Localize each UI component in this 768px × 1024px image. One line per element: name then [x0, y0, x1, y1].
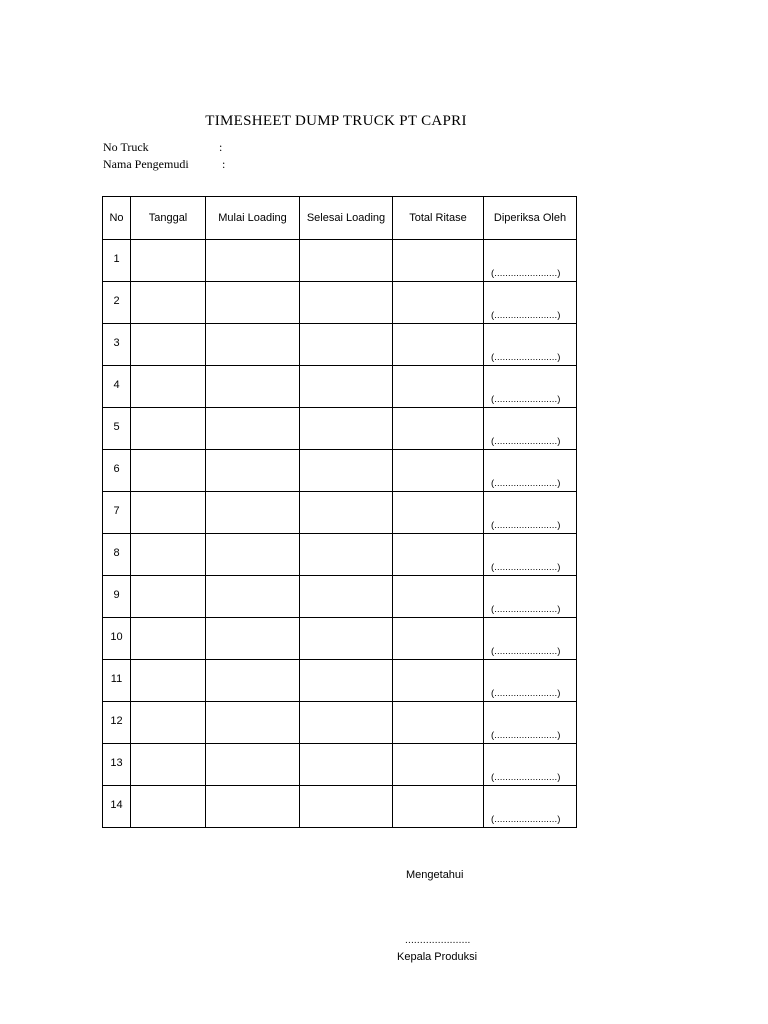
- checked-by-cell[interactable]: [484, 240, 577, 282]
- date-cell[interactable]: [131, 408, 206, 450]
- loading-start-cell[interactable]: [206, 786, 300, 828]
- row-number: 7: [113, 504, 120, 517]
- table-row: [103, 450, 577, 492]
- total-trips-cell[interactable]: [393, 282, 484, 324]
- production-head-label: Kepala Produksi: [397, 951, 478, 963]
- signature-placeholder: (.......................): [491, 436, 561, 447]
- checked-by-cell[interactable]: [484, 282, 577, 324]
- header-checked-by: Diperiksa Oleh: [484, 197, 577, 240]
- total-trips-cell[interactable]: [393, 618, 484, 660]
- row-number: 14: [110, 798, 123, 811]
- loading-end-cell[interactable]: [300, 324, 393, 366]
- total-trips-cell[interactable]: [393, 240, 484, 282]
- date-cell[interactable]: [131, 492, 206, 534]
- row-number-cell: [103, 366, 131, 408]
- header-loading-end: Selesai Loading: [300, 197, 393, 240]
- checked-by-cell[interactable]: [484, 450, 577, 492]
- signature-placeholder: (.......................): [491, 730, 561, 741]
- loading-end-cell[interactable]: [300, 576, 393, 618]
- loading-end-cell[interactable]: [300, 282, 393, 324]
- loading-start-cell[interactable]: [206, 702, 300, 744]
- loading-end-cell[interactable]: [300, 408, 393, 450]
- total-trips-cell[interactable]: [393, 660, 484, 702]
- date-cell[interactable]: [131, 702, 206, 744]
- loading-end-cell[interactable]: [300, 240, 393, 282]
- loading-start-cell[interactable]: [206, 744, 300, 786]
- total-trips-cell[interactable]: [393, 492, 484, 534]
- signature-line: ......................: [405, 935, 471, 946]
- checked-by-cell[interactable]: [484, 576, 577, 618]
- row-number-cell: [103, 576, 131, 618]
- total-trips-cell[interactable]: [393, 450, 484, 492]
- row-number-cell: [103, 282, 131, 324]
- table-row: [103, 534, 577, 576]
- driver-name-colon: :: [222, 157, 226, 171]
- table-row: [103, 408, 577, 450]
- loading-start-cell[interactable]: [206, 618, 300, 660]
- loading-end-cell[interactable]: [300, 450, 393, 492]
- total-trips-cell[interactable]: [393, 702, 484, 744]
- checked-by-cell[interactable]: [484, 492, 577, 534]
- loading-start-cell[interactable]: [206, 534, 300, 576]
- row-number: 1: [113, 252, 120, 265]
- total-trips-cell[interactable]: [393, 534, 484, 576]
- row-number-cell: [103, 240, 131, 282]
- loading-start-cell[interactable]: [206, 240, 300, 282]
- loading-end-cell[interactable]: [300, 702, 393, 744]
- row-number: 6: [113, 462, 120, 475]
- checked-by-cell[interactable]: [484, 702, 577, 744]
- checked-by-cell[interactable]: [484, 534, 577, 576]
- date-cell[interactable]: [131, 744, 206, 786]
- header-no: No: [103, 197, 131, 240]
- loading-start-cell[interactable]: [206, 324, 300, 366]
- total-trips-cell[interactable]: [393, 324, 484, 366]
- row-number-cell: [103, 408, 131, 450]
- date-cell[interactable]: [131, 450, 206, 492]
- row-number-cell: [103, 702, 131, 744]
- table-row: [103, 576, 577, 618]
- checked-by-cell[interactable]: [484, 408, 577, 450]
- table-header-row: [103, 197, 577, 240]
- truck-number-colon: :: [219, 140, 223, 154]
- table-row: [103, 660, 577, 702]
- loading-start-cell[interactable]: [206, 660, 300, 702]
- row-number: 5: [113, 420, 120, 433]
- truck-number-label: No Truck: [103, 140, 149, 154]
- date-cell[interactable]: [131, 282, 206, 324]
- signature-placeholder: (.......................): [491, 268, 561, 279]
- signature-placeholder: (.......................): [491, 352, 561, 363]
- signature-placeholder: (.......................): [491, 604, 561, 615]
- table-row: [103, 282, 577, 324]
- row-number-cell: [103, 618, 131, 660]
- row-number: 11: [110, 672, 123, 685]
- loading-start-cell[interactable]: [206, 450, 300, 492]
- checked-by-cell[interactable]: [484, 324, 577, 366]
- checked-by-cell[interactable]: [484, 660, 577, 702]
- row-number-cell: [103, 786, 131, 828]
- signature-placeholder: (.......................): [491, 310, 561, 321]
- row-number: 13: [110, 756, 123, 769]
- signature-placeholder: (.......................): [491, 814, 561, 825]
- date-cell[interactable]: [131, 618, 206, 660]
- header-loading-start: Mulai Loading: [206, 197, 300, 240]
- row-number: 9: [113, 588, 120, 601]
- table-row: [103, 744, 577, 786]
- table-row: [103, 324, 577, 366]
- row-number-cell: [103, 534, 131, 576]
- loading-start-cell[interactable]: [206, 492, 300, 534]
- acknowledged-label: Mengetahui: [406, 869, 464, 881]
- checked-by-cell[interactable]: [484, 744, 577, 786]
- row-number: 3: [113, 336, 120, 349]
- date-cell[interactable]: [131, 786, 206, 828]
- loading-end-cell[interactable]: [300, 660, 393, 702]
- total-trips-cell[interactable]: [393, 786, 484, 828]
- table-row: [103, 240, 577, 282]
- table-row: [103, 786, 577, 828]
- timesheet-table: [102, 196, 577, 828]
- checked-by-cell[interactable]: [484, 366, 577, 408]
- signature-placeholder: (.......................): [491, 688, 561, 699]
- loading-end-cell[interactable]: [300, 744, 393, 786]
- loading-end-cell[interactable]: [300, 534, 393, 576]
- row-number: 8: [113, 546, 120, 559]
- loading-end-cell[interactable]: [300, 786, 393, 828]
- table-row: [103, 702, 577, 744]
- loading-end-cell[interactable]: [300, 366, 393, 408]
- checked-by-cell[interactable]: [484, 618, 577, 660]
- signature-placeholder: (.......................): [491, 520, 561, 531]
- date-cell[interactable]: [131, 240, 206, 282]
- table-row: [103, 366, 577, 408]
- row-number-cell: [103, 492, 131, 534]
- row-number-cell: [103, 744, 131, 786]
- date-cell[interactable]: [131, 324, 206, 366]
- signature-placeholder: (.......................): [491, 394, 561, 405]
- row-number: 10: [110, 630, 123, 643]
- loading-end-cell[interactable]: [300, 492, 393, 534]
- row-number-cell: [103, 450, 131, 492]
- loading-start-cell[interactable]: [206, 408, 300, 450]
- signature-placeholder: (.......................): [491, 478, 561, 489]
- date-cell[interactable]: [131, 660, 206, 702]
- document-title: TIMESHEET DUMP TRUCK PT CAPRI: [205, 113, 467, 129]
- date-cell[interactable]: [131, 534, 206, 576]
- date-cell[interactable]: [131, 576, 206, 618]
- signature-placeholder: (.......................): [491, 646, 561, 657]
- date-cell[interactable]: [131, 366, 206, 408]
- total-trips-cell[interactable]: [393, 366, 484, 408]
- loading-start-cell[interactable]: [206, 366, 300, 408]
- loading-start-cell[interactable]: [206, 576, 300, 618]
- total-trips-cell[interactable]: [393, 576, 484, 618]
- loading-end-cell[interactable]: [300, 618, 393, 660]
- total-trips-cell[interactable]: [393, 408, 484, 450]
- signature-placeholder: (.......................): [491, 772, 561, 783]
- loading-start-cell[interactable]: [206, 282, 300, 324]
- table-row: [103, 618, 577, 660]
- row-number: 12: [110, 714, 123, 727]
- row-number-cell: [103, 324, 131, 366]
- table-row: [103, 492, 577, 534]
- driver-name-label: Nama Pengemudi: [103, 157, 189, 171]
- row-number: 4: [113, 378, 120, 391]
- header-date: Tanggal: [131, 197, 206, 240]
- total-trips-cell[interactable]: [393, 744, 484, 786]
- row-number: 2: [113, 294, 120, 307]
- checked-by-cell[interactable]: [484, 786, 577, 828]
- row-number-cell: [103, 660, 131, 702]
- signature-placeholder: (.......................): [491, 562, 561, 573]
- header-total-trips: Total Ritase: [393, 197, 484, 240]
